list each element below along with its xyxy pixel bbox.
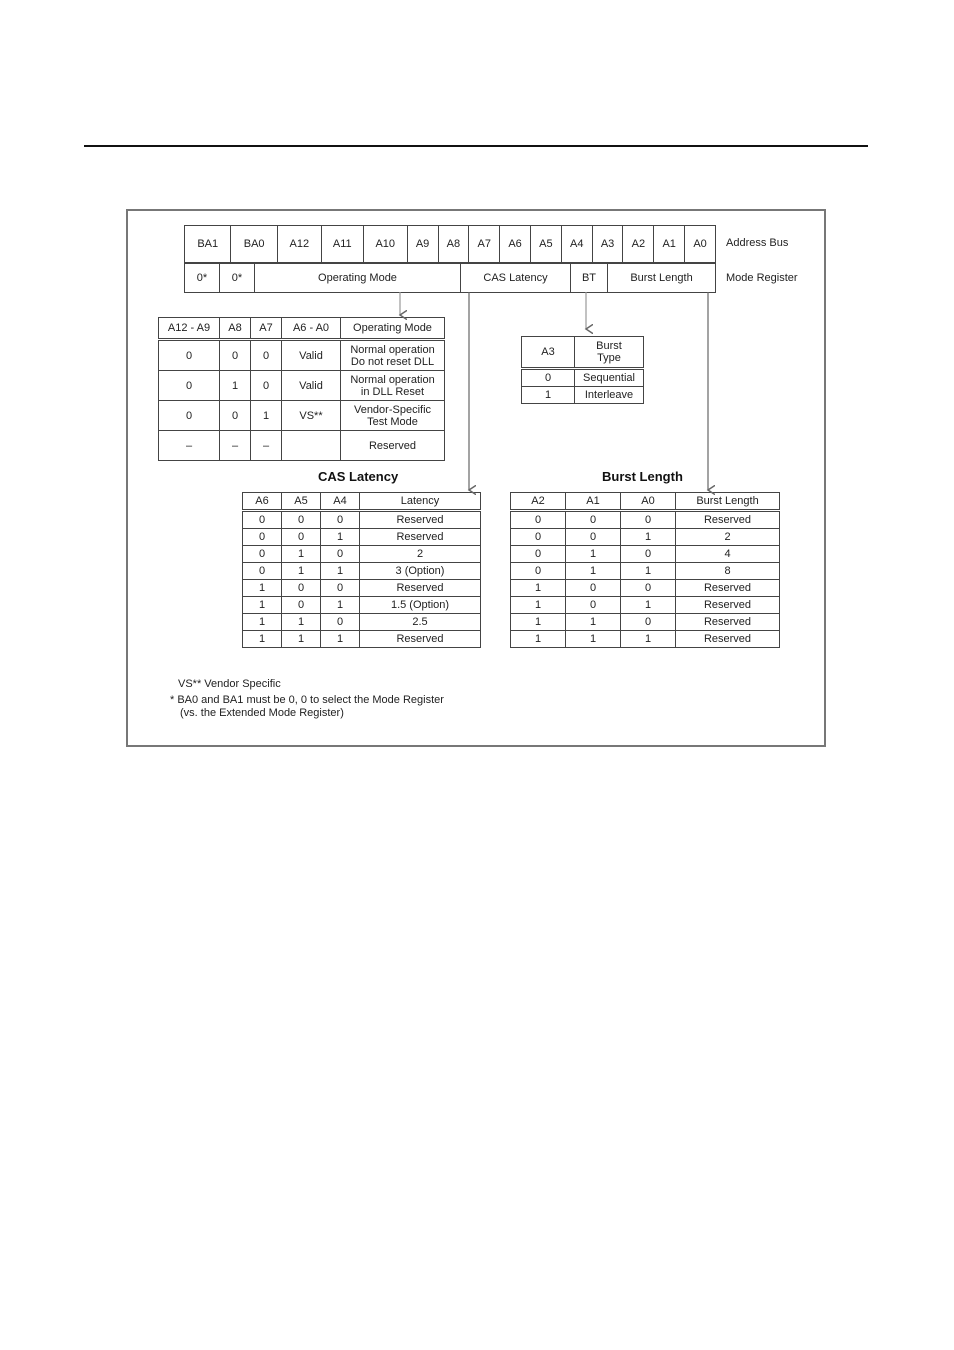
burst-length-header-cell: A0 bbox=[621, 493, 676, 511]
cas-cell: 0 bbox=[282, 597, 321, 614]
op-mode-header-cell: A8 bbox=[220, 318, 251, 340]
op-mode-cell: – bbox=[159, 431, 220, 461]
bus-bit-a0: A0 bbox=[685, 226, 716, 263]
bus-bit-a9: A9 bbox=[407, 226, 438, 263]
op-mode-cell: Reserved bbox=[341, 431, 445, 461]
cas-header-cell: A6 bbox=[243, 493, 282, 511]
burst-length-cell: 0 bbox=[511, 511, 566, 529]
cas-cell: Reserved bbox=[360, 631, 481, 648]
op-mode-cell: 0 bbox=[251, 371, 282, 401]
bus-bit-ba1: BA1 bbox=[185, 226, 231, 263]
burst-length-cell: 2 bbox=[676, 529, 780, 546]
burst-length-cell: 0 bbox=[511, 546, 566, 563]
cas-cell: 2 bbox=[360, 546, 481, 563]
cas-cell: 0 bbox=[282, 511, 321, 529]
op-mode-cell: VS** bbox=[282, 401, 341, 431]
cas-cell: 0 bbox=[321, 546, 360, 563]
bus-bit-a8: A8 bbox=[438, 226, 469, 263]
burst-type-cell: 0 bbox=[522, 369, 575, 387]
cas-cell: 0 bbox=[243, 546, 282, 563]
cas-cell: Reserved bbox=[360, 580, 481, 597]
cas-cell: 1 bbox=[321, 529, 360, 546]
burst-length-cell: 0 bbox=[621, 511, 676, 529]
bus-bit-ba0: BA0 bbox=[231, 226, 277, 263]
cas-cell: 0 bbox=[321, 614, 360, 631]
mode-field-operating-mode: Operating Mode bbox=[255, 264, 461, 293]
burst-length-cell: Reserved bbox=[676, 614, 780, 631]
burst-length-cell: Reserved bbox=[676, 580, 780, 597]
op-mode-cell: Vendor-Specific Test Mode bbox=[341, 401, 445, 431]
burst-length-cell: 1 bbox=[511, 597, 566, 614]
bus-bit-a11: A11 bbox=[321, 226, 363, 263]
burst-length-title: Burst Length bbox=[602, 469, 683, 484]
op-mode-cell: 1 bbox=[251, 401, 282, 431]
burst-length-cell: 0 bbox=[511, 529, 566, 546]
op-mode-header-cell: A6 - A0 bbox=[282, 318, 341, 340]
mode-field-bt: BT bbox=[571, 264, 608, 293]
cas-cell: 1 bbox=[321, 563, 360, 580]
op-mode-cell: Valid bbox=[282, 340, 341, 371]
address-bus-label: Address Bus bbox=[726, 237, 789, 249]
burst-type-header-cell: A3 bbox=[522, 337, 575, 369]
burst-length-header-cell: Burst Length bbox=[676, 493, 780, 511]
cas-cell: 1 bbox=[282, 563, 321, 580]
op-mode-cell: – bbox=[251, 431, 282, 461]
cas-cell: Reserved bbox=[360, 511, 481, 529]
bus-bit-a12: A12 bbox=[277, 226, 321, 263]
cas-cell: 0 bbox=[321, 511, 360, 529]
burst-type-cell: Interleave bbox=[575, 387, 644, 404]
op-mode-cell: 0 bbox=[159, 371, 220, 401]
cas-cell: 1 bbox=[282, 614, 321, 631]
burst-length-cell: 0 bbox=[511, 563, 566, 580]
op-mode-cell: 0 bbox=[159, 401, 220, 431]
cas-cell: 0 bbox=[243, 511, 282, 529]
bus-bit-a1: A1 bbox=[654, 226, 685, 263]
op-mode-cell: 0 bbox=[251, 340, 282, 371]
cas-cell: 0 bbox=[243, 563, 282, 580]
burst-length-cell: 0 bbox=[621, 614, 676, 631]
burst-length-cell: 1 bbox=[621, 597, 676, 614]
cas-cell: 1 bbox=[282, 631, 321, 648]
note-ba-line2: (vs. the Extended Mode Register) bbox=[180, 707, 344, 719]
bus-bit-a3: A3 bbox=[592, 226, 623, 263]
cas-cell: 1 bbox=[321, 597, 360, 614]
cas-latency-title: CAS Latency bbox=[318, 469, 399, 484]
op-mode-cell: – bbox=[220, 431, 251, 461]
burst-length-cell: 1 bbox=[511, 580, 566, 597]
cas-cell: 1 bbox=[243, 597, 282, 614]
op-mode-cell: 0 bbox=[159, 340, 220, 371]
bus-bit-a4: A4 bbox=[561, 226, 592, 263]
cas-cell: 0 bbox=[243, 529, 282, 546]
note-ba-line1: * BA0 and BA1 must be 0, 0 to select the Mode Register bbox=[170, 694, 444, 706]
cas-cell: 3 (Option) bbox=[360, 563, 481, 580]
cas-cell: 1 bbox=[321, 631, 360, 648]
burst-length-cell: 1 bbox=[621, 563, 676, 580]
bus-bit-a10: A10 bbox=[363, 226, 407, 263]
cas-cell: 1.5 (Option) bbox=[360, 597, 481, 614]
mode-field-cas-latency: CAS Latency bbox=[461, 264, 571, 293]
cas-cell: 0 bbox=[282, 529, 321, 546]
cas-cell: 2.5 bbox=[360, 614, 481, 631]
op-mode-cell: Normal operation Do not reset DLL bbox=[341, 340, 445, 371]
burst-length-cell: 1 bbox=[566, 614, 621, 631]
cas-cell: 0 bbox=[282, 580, 321, 597]
burst-length-cell: 1 bbox=[511, 631, 566, 648]
burst-length-cell: 1 bbox=[566, 546, 621, 563]
mode-field-ba1: 0* bbox=[185, 264, 220, 293]
cas-cell: 1 bbox=[243, 614, 282, 631]
burst-length-cell: Reserved bbox=[676, 631, 780, 648]
cas-cell: 1 bbox=[243, 580, 282, 597]
burst-length-cell: 1 bbox=[566, 563, 621, 580]
burst-length-cell: Reserved bbox=[676, 597, 780, 614]
burst-length-cell: 0 bbox=[566, 529, 621, 546]
cas-header-cell: Latency bbox=[360, 493, 481, 511]
op-mode-cell: Valid bbox=[282, 371, 341, 401]
mode-field-ba0: 0* bbox=[220, 264, 255, 293]
burst-length-cell: 1 bbox=[566, 631, 621, 648]
burst-length-cell: 1 bbox=[511, 614, 566, 631]
burst-type-cell: Sequential bbox=[575, 369, 644, 387]
burst-length-cell: 0 bbox=[566, 511, 621, 529]
op-mode-cell: 0 bbox=[220, 340, 251, 371]
bus-bit-a7: A7 bbox=[469, 226, 500, 263]
burst-type-cell: 1 bbox=[522, 387, 575, 404]
cas-cell: 0 bbox=[321, 580, 360, 597]
burst-type-header-cell: Burst Type bbox=[575, 337, 644, 369]
bus-bit-a2: A2 bbox=[623, 226, 654, 263]
bus-bit-a6: A6 bbox=[500, 226, 531, 263]
burst-length-cell: 0 bbox=[621, 546, 676, 563]
burst-length-cell: 1 bbox=[621, 529, 676, 546]
cas-cell: 1 bbox=[282, 546, 321, 563]
burst-length-header-cell: A2 bbox=[511, 493, 566, 511]
cas-header-cell: A4 bbox=[321, 493, 360, 511]
op-mode-header-cell: A7 bbox=[251, 318, 282, 340]
burst-length-cell: 0 bbox=[621, 580, 676, 597]
burst-length-cell: 1 bbox=[621, 631, 676, 648]
op-mode-cell: 1 bbox=[220, 371, 251, 401]
cas-cell: Reserved bbox=[360, 529, 481, 546]
note-vendor-specific: VS** Vendor Specific bbox=[178, 678, 281, 690]
op-mode-cell: Normal operation in DLL Reset bbox=[341, 371, 445, 401]
op-mode-header-cell: A12 - A9 bbox=[159, 318, 220, 340]
op-mode-cell: 0 bbox=[220, 401, 251, 431]
mode-field-burst-length: Burst Length bbox=[608, 264, 716, 293]
op-mode-header-cell: Operating Mode bbox=[341, 318, 445, 340]
mode-register-label: Mode Register bbox=[726, 272, 798, 284]
burst-length-cell: 4 bbox=[676, 546, 780, 563]
cas-header-cell: A5 bbox=[282, 493, 321, 511]
burst-length-cell: 8 bbox=[676, 563, 780, 580]
bus-bit-a5: A5 bbox=[530, 226, 561, 263]
burst-length-cell: 0 bbox=[566, 597, 621, 614]
burst-length-cell: 0 bbox=[566, 580, 621, 597]
burst-length-header-cell: A1 bbox=[566, 493, 621, 511]
cas-cell: 1 bbox=[243, 631, 282, 648]
burst-length-cell: Reserved bbox=[676, 511, 780, 529]
